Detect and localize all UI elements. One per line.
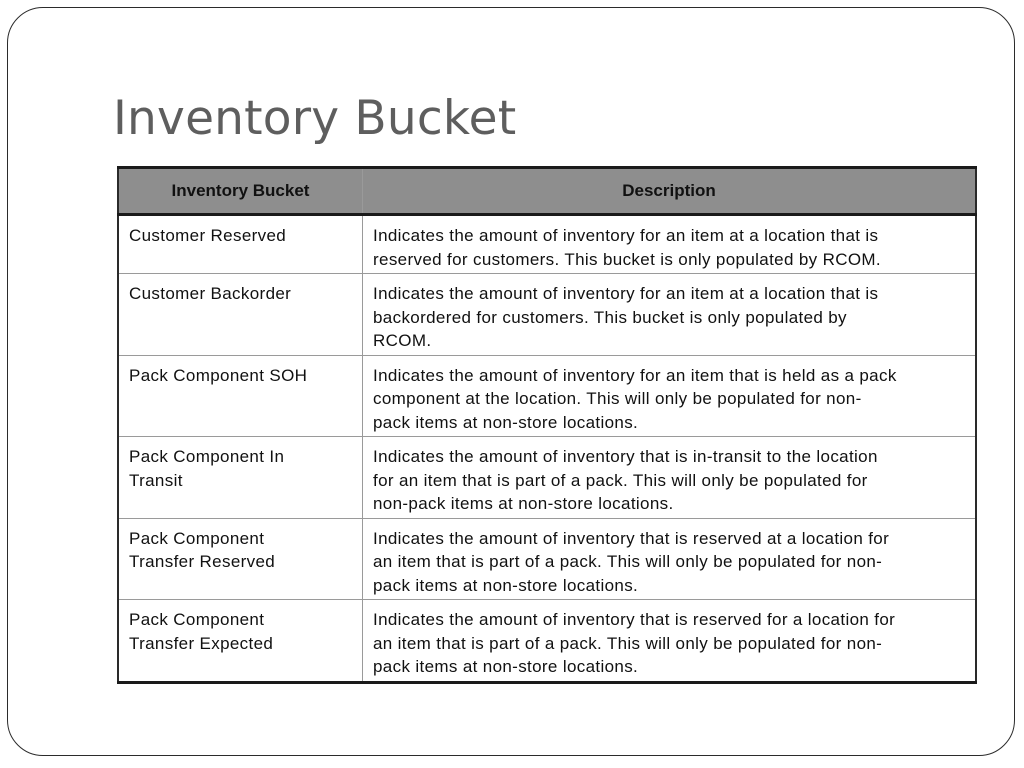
- bucket-description-cell: [363, 215, 977, 274]
- table-row: [118, 600, 976, 683]
- bucket-name-cell: [118, 518, 363, 600]
- description-line: pack items at non-store locations.: [373, 657, 639, 676]
- description-line: Indicates the amount of inventory for an item at a location that is: [373, 226, 879, 245]
- description-line: Indicates the amount of inventory that is reserved for a location for: [373, 610, 896, 629]
- description-line: component at the location. This will only be populated for non-: [373, 389, 862, 408]
- table-row: [118, 518, 976, 600]
- header-row: [118, 168, 976, 215]
- header-inventory-bucket: Inventory Bucket: [118, 168, 363, 215]
- description-line: for an item that is part of a pack. This will only be populated for: [373, 470, 868, 490]
- bucket-name-cell: [118, 355, 363, 437]
- bucket-name-cell: [118, 600, 363, 683]
- bucket-name-line: Transfer Reserved: [129, 552, 276, 571]
- bucket-name-line: Transfer Expected: [129, 633, 274, 653]
- bucket-description-cell: [363, 274, 977, 356]
- header-description: Description: [363, 168, 977, 215]
- description-line: non-pack items at non-store locations.: [373, 494, 674, 513]
- bucket-name-line: Pack Component: [129, 610, 265, 629]
- description-line: Indicates the amount of inventory for an item at a location that is: [373, 284, 879, 303]
- description-line: Indicates the amount of inventory for an item that is held as a pack: [373, 365, 897, 385]
- bucket-description-cell: [363, 600, 977, 683]
- bucket-name-line: Customer Backorder: [129, 284, 292, 303]
- description-line: an item that is part of a pack. This will only be populated for non-: [373, 633, 883, 653]
- bucket-name-cell: [118, 274, 363, 356]
- bucket-name-line: Pack Component In: [129, 447, 285, 466]
- description-line: an item that is part of a pack. This will only be populated for non-: [373, 552, 883, 571]
- bucket-name-cell: [118, 215, 363, 274]
- bucket-name-line: Pack Component: [129, 528, 265, 548]
- bucket-name-line: Transit: [129, 470, 183, 490]
- bucket-description-cell: [363, 518, 977, 600]
- table-body: [118, 215, 976, 683]
- bucket-description-cell: [363, 437, 977, 519]
- slide-title: Inventory Bucket: [113, 91, 517, 146]
- description-line: pack items at non-store locations.: [373, 575, 639, 595]
- table-row: [118, 437, 976, 519]
- description-line: pack items at non-store locations.: [373, 412, 639, 432]
- description-line: RCOM.: [373, 331, 432, 350]
- description-line: backordered for customers. This bucket is only populated by: [373, 307, 847, 327]
- table-row: [118, 355, 976, 437]
- table-header: [118, 168, 976, 215]
- bucket-description-cell: [363, 355, 977, 437]
- description-line: reserved for customers. This bucket is only populated by RCOM.: [373, 249, 881, 269]
- table-row: [118, 215, 976, 274]
- description-line: Indicates the amount of inventory that is in-transit to the location: [373, 447, 878, 466]
- bucket-name-line: Customer Reserved: [129, 226, 287, 245]
- table-row: [118, 274, 976, 356]
- bucket-name-cell: [118, 437, 363, 519]
- inventory-bucket-table: [117, 166, 977, 684]
- bucket-name-line: Pack Component SOH: [129, 365, 308, 385]
- description-line: Indicates the amount of inventory that is reserved at a location for: [373, 528, 890, 548]
